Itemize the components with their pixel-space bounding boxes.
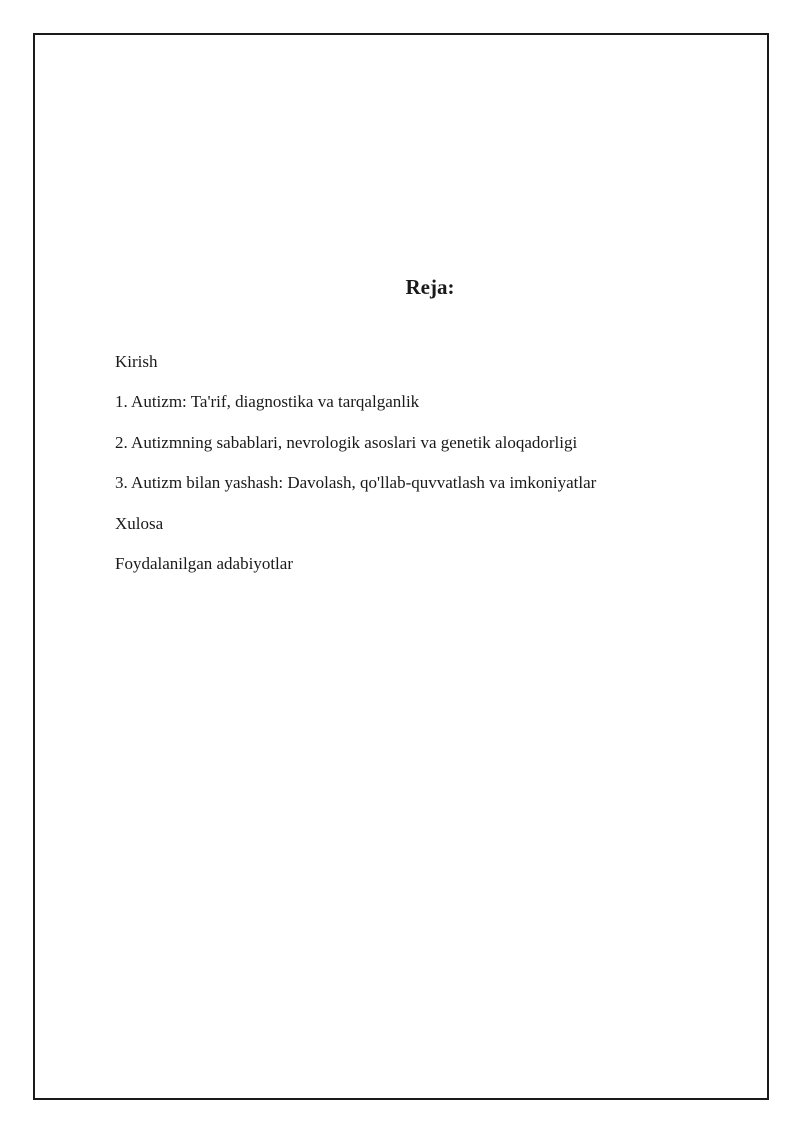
toc-item-introduction: Kirish xyxy=(115,352,158,371)
toc-item-chapter-3: 3. Autizm bilan yashash: Davolash, qo'llab-quvvatlash va imkoniyatlar xyxy=(115,473,597,493)
page-title: Reja: xyxy=(405,275,455,299)
table-of-contents xyxy=(115,350,596,592)
toc-item-references: Foydalanilgan adabiyotlar xyxy=(115,553,293,573)
toc-item-conclusion: Xulosa xyxy=(115,513,164,533)
toc-item-chapter-2: 2. Autizmning sabablari, nevrologik asoslari va genetik aloqadorligi xyxy=(115,432,578,452)
toc-item-chapter-1: 1. Autizm: Ta'rif, diagnostika va tarqalganlik xyxy=(115,392,420,412)
